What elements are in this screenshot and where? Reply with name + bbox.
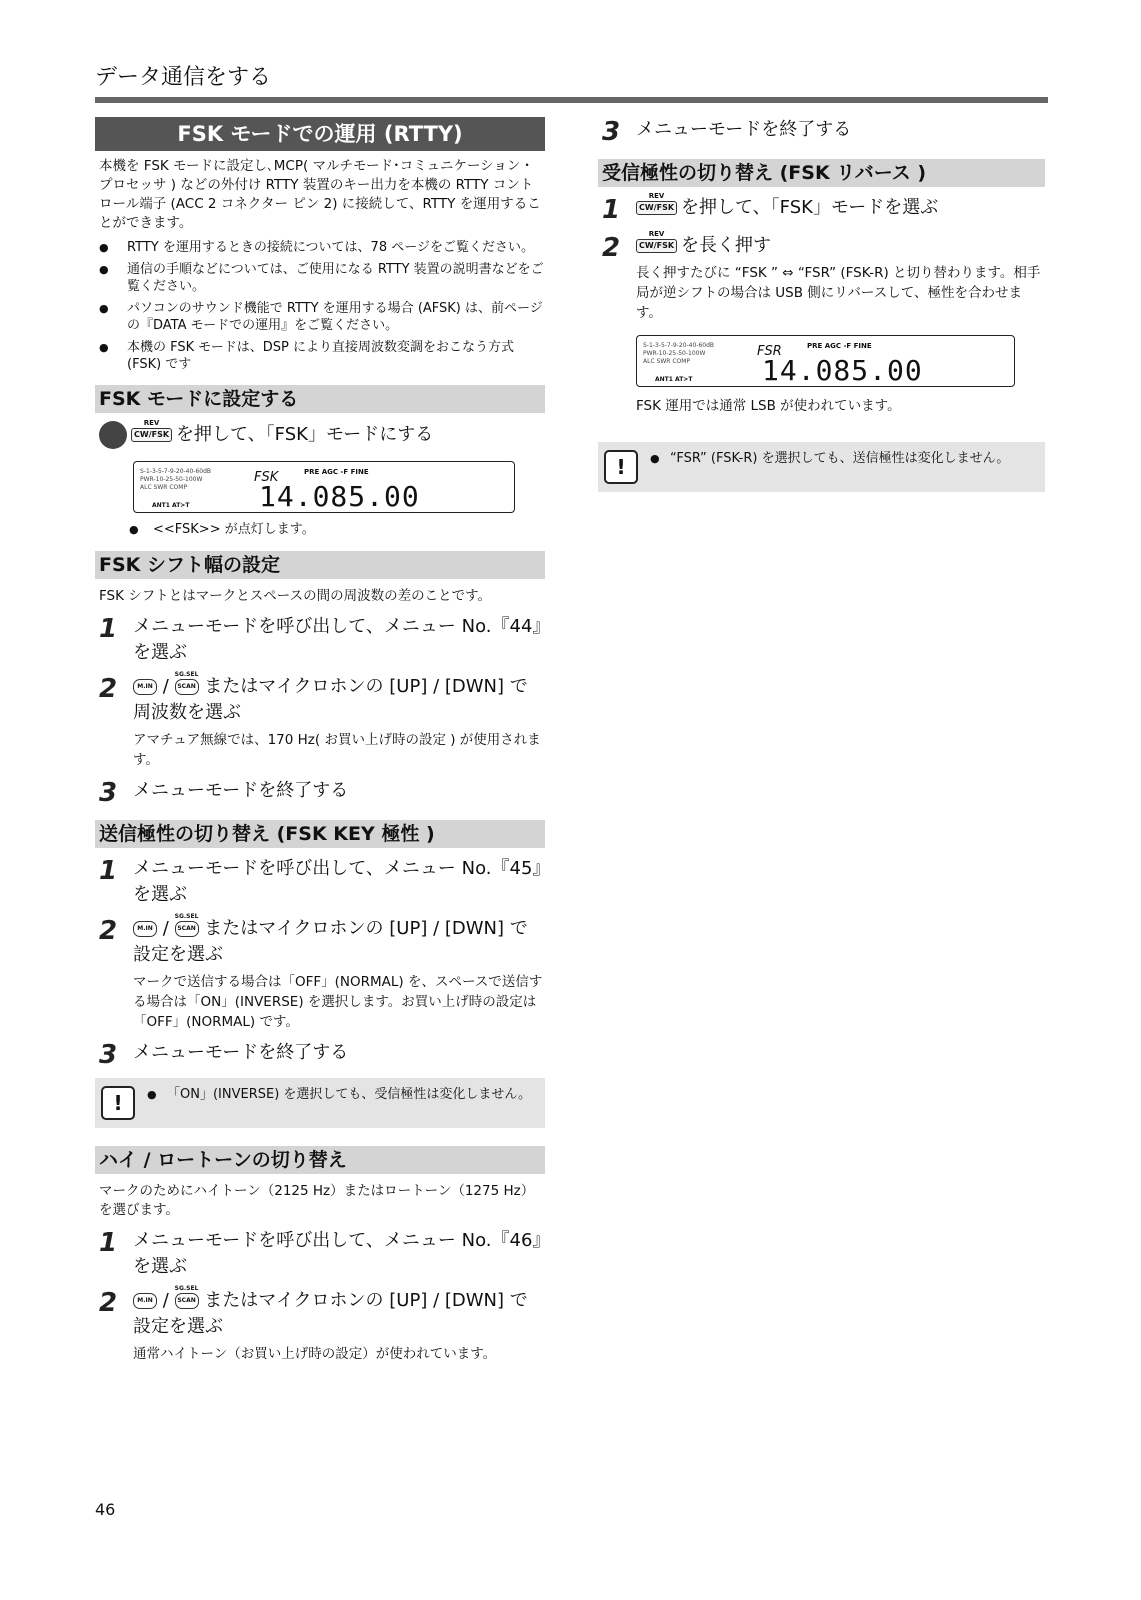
right-step-3: 3 メニューモードを終了する bbox=[602, 117, 852, 147]
section-title-set-mode: FSK モードに設定する bbox=[95, 385, 545, 413]
cw-fsk-key-icon: REV CW/FSK bbox=[636, 239, 677, 253]
set-mode-step bbox=[95, 421, 545, 449]
m-in-key-icon: M.IN bbox=[133, 921, 157, 937]
intro-bullets bbox=[95, 239, 545, 373]
shift-step-1: 1 メニューモードを呼び出して、メニュー No.『44』を選ぶ bbox=[99, 614, 542, 663]
header-rule bbox=[95, 97, 1048, 103]
m-in-key-icon: M.IN bbox=[133, 1293, 157, 1309]
lcd-labels: PRE AGC -F FINE bbox=[304, 468, 369, 476]
shift-step-2: 2 M.IN / SG.SEL SCAN またはマイクロホンの [UP] / [DWN] で周波数を選ぶ アマチュア無線では、170 Hz( お買い上げ時の設定 ) が使用されます。 bbox=[99, 671, 541, 768]
m-in-key-icon: M.IN bbox=[133, 679, 157, 695]
page-header: データ通信をする bbox=[95, 65, 272, 90]
left-column bbox=[95, 117, 545, 1364]
caution-icon: ! bbox=[604, 450, 638, 484]
right-column bbox=[598, 117, 1045, 492]
tx-step-3: 3 メニューモードを終了する bbox=[99, 1040, 349, 1070]
lcd-ant: ANT1 AT>T bbox=[152, 502, 190, 509]
lcd-frequency: 14.085.00 bbox=[259, 480, 420, 513]
section-title-tone: ハイ / ロートーンの切り替え bbox=[95, 1146, 545, 1174]
s-meter-scale: S-1-3-5-7-9-20-40-60dB PWR-10-25-50-100W ALC SWR COMP bbox=[643, 342, 715, 365]
scan-key-icon: SG.SEL SCAN bbox=[175, 921, 199, 937]
shift-desc: FSK シフトとはマークとスペースの間の周波数の差のことです。 bbox=[99, 588, 491, 604]
shift-step-3: 3 メニューモードを終了する bbox=[99, 778, 349, 808]
lcd-ant: ANT1 AT>T bbox=[655, 376, 693, 383]
tone-step-1: 1 メニューモードを呼び出して、メニュー No.『46』を選ぶ bbox=[99, 1228, 542, 1277]
intro-bullet: ● 通信の手順などについては、ご使用になる RTTY 装置の説明書などをご覧ください。 bbox=[95, 261, 545, 295]
after-lcd-text: FSK 運用では通常 LSB が使われています。 bbox=[636, 398, 901, 414]
tone-desc: マークのためにハイトーン（2125 Hz）またはロートーン（1275 Hz）を選びます。 bbox=[99, 1183, 535, 1218]
caution-icon: ! bbox=[101, 1086, 135, 1120]
rx-step-2: 2 REV CW/FSK を長く押す 長く押すたびに “FSK ” ⇔ “FSR” (FSK-R) と切り替わります。相手局が逆シフトの場合は USB 側にリバースして、極性を合わせます。 bbox=[602, 230, 1041, 321]
cw-fsk-key-icon: REV CW/FSK bbox=[636, 201, 677, 215]
lcd-frequency: 14.085.00 bbox=[762, 354, 923, 387]
set-mode-step-text: を押して、「FSK」モードにする bbox=[176, 424, 434, 445]
set-mode-note: ● <<FSK>> が点灯します。 bbox=[129, 521, 545, 539]
caution-box bbox=[95, 1078, 545, 1128]
section-banner: FSK モードでの運用 (RTTY) bbox=[95, 117, 545, 151]
scan-key-icon: SG.SEL SCAN bbox=[175, 1293, 199, 1309]
rx-step-1: 1 REV CW/FSK を押して、「FSK」モードを選ぶ bbox=[602, 192, 939, 225]
section-title-rx-polarity: 受信極性の切り替え (FSK リバース ) bbox=[598, 159, 1045, 187]
tx-step-1: 1 メニューモードを呼び出して、メニュー No.『45』を選ぶ bbox=[99, 856, 542, 905]
intro-bullet: ● RTTY を運用するときの接続については、78 ページをご覧ください。 bbox=[95, 239, 545, 256]
section-title-shift: FSK シフト幅の設定 bbox=[95, 551, 545, 579]
cw-fsk-key-icon: REV CW/FSK bbox=[131, 428, 172, 442]
caution-text: ● 「ON」(INVERSE) を選択しても、受信極性は変化しません。 bbox=[147, 1086, 531, 1104]
lcd-mode: FSR bbox=[757, 344, 782, 359]
lcd-labels: PRE AGC -F FINE bbox=[807, 342, 872, 350]
caution-text: ● “FSR” (FSK-R) を選択しても、送信極性は変化しません。 bbox=[650, 450, 1009, 468]
scan-key-icon: SG.SEL SCAN bbox=[175, 679, 199, 695]
caution-box bbox=[598, 442, 1045, 492]
intro-bullet: ● 本機の FSK モードは、DSP により直接周波数変調をおこなう方式 (FSK) です bbox=[95, 339, 545, 373]
section-title-tx-polarity: 送信極性の切り替え (FSK KEY 極性 ) bbox=[95, 820, 545, 848]
lcd-display-fsr bbox=[636, 335, 1015, 387]
intro-text: 本機を FSK モードに設定し､MCP( マルチモード･コミュニケーション・プロセッサ ) などの外付け RTTY 装置のキー出力を本機の RTTY コントロール端子 (ACC 2 コネクター ピン 2) に接続して、RTTY を運用することができます。 bbox=[99, 158, 541, 231]
tx-step-2: 2 M.IN / SG.SEL SCAN またはマイクロホンの [UP] / [DWN] で設定を選ぶ マークで送信する場合は「OFF」(NORMAL) を、スペースで送信する場合は「ON」(INVERSE) を選択します。お買い上げ時の設定は「OFF」(NORMAL) です。 bbox=[99, 913, 543, 1030]
page-number: 46 bbox=[95, 1500, 116, 1519]
intro-bullet: ● パソコンのサウンド機能で RTTY を運用する場合 (AFSK) は、前ページの『DATA モードでの運用』をご覧ください。 bbox=[95, 300, 545, 334]
lcd-display-fsk bbox=[133, 461, 515, 513]
bullet-dot-icon bbox=[99, 421, 127, 449]
s-meter-scale: S-1-3-5-7-9-20-40-60dB PWR-10-25-50-100W ALC SWR COMP bbox=[140, 468, 212, 491]
tone-step-2: 2 M.IN / SG.SEL SCAN またはマイクロホンの [UP] / [DWN] で設定を選ぶ 通常ハイトーン（お買い上げ時の設定）が使われています。 bbox=[99, 1285, 528, 1362]
lcd-mode: FSK bbox=[254, 470, 279, 485]
